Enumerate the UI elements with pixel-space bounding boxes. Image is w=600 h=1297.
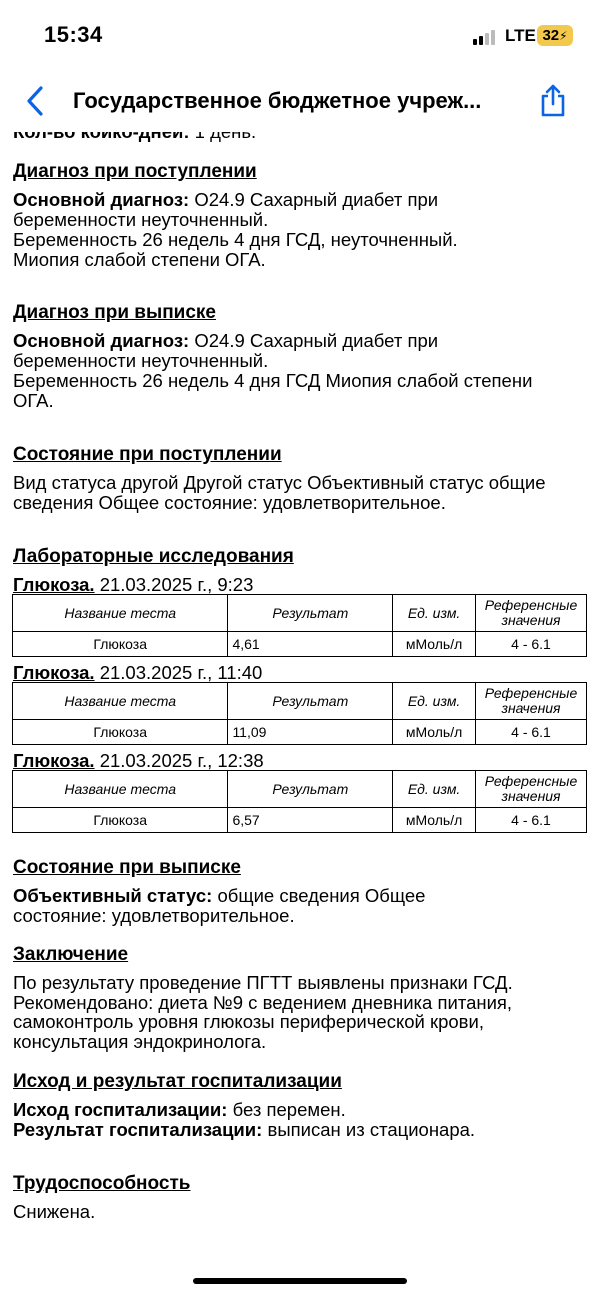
column-header-result: Результат bbox=[228, 595, 393, 632]
navigation-bar bbox=[0, 70, 600, 132]
work-capacity-value: Снижена. bbox=[13, 1201, 96, 1222]
cell-test-name: Глюкоза bbox=[13, 632, 228, 657]
column-header-test-name: Название теста bbox=[13, 771, 228, 808]
admission-state-text: Вид статуса другой Другой статус Объективный статус общие сведения Общее состояние: удовлетворительное. bbox=[13, 472, 546, 513]
cell-test-name: Глюкоза bbox=[13, 720, 228, 745]
objective-status-label: Объективный статус: bbox=[13, 885, 213, 906]
objective-status-value: общие сведения Общее состояние: удовлетворительное. bbox=[13, 885, 426, 926]
cut-off-text bbox=[13, 1242, 573, 1256]
share-icon[interactable] bbox=[538, 82, 568, 118]
table-header-row bbox=[13, 683, 587, 720]
section-title-work-capacity: Трудоспособность bbox=[13, 1173, 191, 1194]
section-title-discharge-diagnosis: Диагноз при выписке bbox=[13, 302, 216, 323]
page-title: Государственное бюджетное учреж... bbox=[73, 88, 482, 113]
result-line bbox=[13, 1120, 588, 1140]
battery-level: 32 bbox=[542, 27, 560, 44]
lab-results-table bbox=[12, 770, 587, 833]
network-type: LTE bbox=[505, 26, 536, 45]
cell-reference: 4 - 6.1 bbox=[476, 808, 587, 833]
table-header-row bbox=[13, 771, 587, 808]
lab-results-table bbox=[12, 594, 587, 657]
discharge-diagnosis-line2: Беременность 26 недель 4 дня ГСД Миопия слабой степени ОГА. bbox=[13, 370, 533, 411]
lab-test-heading bbox=[13, 574, 253, 596]
discharge-diagnosis-main bbox=[13, 331, 513, 370]
outcome-line bbox=[13, 1100, 588, 1120]
outcome-value: без перемен. bbox=[232, 1099, 346, 1120]
signal-icon bbox=[473, 29, 499, 45]
section-title-conclusion: Заключение bbox=[13, 944, 129, 965]
status-time: 15:34 bbox=[44, 22, 103, 47]
column-header-reference: Референсные значения bbox=[476, 683, 587, 720]
main-diagnosis-text: О24.9 Сахарный диабет при беременности неуточненный. bbox=[13, 189, 439, 230]
result-label: Результат госпитализации: bbox=[13, 1119, 263, 1140]
back-chevron-icon[interactable] bbox=[22, 84, 52, 118]
cell-result: 6,57 bbox=[228, 808, 393, 833]
lab-test-heading bbox=[13, 662, 262, 684]
cell-unit: мМоль/л bbox=[393, 720, 476, 745]
lab-test-label: Глюкоза. bbox=[13, 662, 95, 683]
admission-diagnosis-line2: Беременность 26 недель 4 дня ГСД, неуточненный. bbox=[13, 229, 458, 250]
table-header-row bbox=[13, 595, 587, 632]
admission-diagnosis-line3: Миопия слабой степени ОГА. bbox=[13, 249, 266, 270]
outcome-label: Исход госпитализации: bbox=[13, 1099, 228, 1120]
column-header-reference: Референсные значения bbox=[476, 771, 587, 808]
result-value: выписан из стационара. bbox=[267, 1119, 476, 1140]
main-diagnosis-label: Основной диагноз: bbox=[13, 330, 190, 351]
column-header-unit: Ед. изм. bbox=[393, 595, 476, 632]
home-indicator[interactable] bbox=[193, 1278, 407, 1284]
section-title-lab-tests: Лабораторные исследования bbox=[13, 546, 294, 567]
cell-unit: мМоль/л bbox=[393, 808, 476, 833]
section-title-admission-state: Состояние при поступлении bbox=[13, 444, 282, 465]
lab-test-heading bbox=[13, 750, 264, 772]
discharge-state-text bbox=[13, 886, 513, 925]
cell-result: 11,09 bbox=[228, 720, 393, 745]
lab-results-table bbox=[12, 682, 587, 745]
lab-test-datetime: 21.03.2025 г., 9:23 bbox=[99, 574, 254, 595]
cell-result: 4,61 bbox=[228, 632, 393, 657]
column-header-result: Результат bbox=[228, 771, 393, 808]
table-row bbox=[13, 808, 587, 833]
lab-test-label: Глюкоза. bbox=[13, 574, 95, 595]
status-bar bbox=[0, 0, 600, 70]
lab-test-label: Глюкоза. bbox=[13, 750, 95, 771]
main-diagnosis-text: О24.9 Сахарный диабет при беременности неуточненный. bbox=[13, 330, 439, 371]
section-title-outcome: Исход и результат госпитализации bbox=[13, 1071, 342, 1092]
cell-reference: 4 - 6.1 bbox=[476, 720, 587, 745]
table-row bbox=[13, 632, 587, 657]
column-header-result: Результат bbox=[228, 683, 393, 720]
lab-test-datetime: 21.03.2025 г., 12:38 bbox=[99, 750, 264, 771]
battery-icon: 32⚡ bbox=[537, 25, 573, 46]
column-header-test-name: Название теста bbox=[13, 595, 228, 632]
main-diagnosis-label: Основной диагноз: bbox=[13, 189, 190, 210]
section-title-admission-diagnosis: Диагноз при поступлении bbox=[13, 161, 257, 182]
cell-unit: мМоль/л bbox=[393, 632, 476, 657]
column-header-unit: Ед. изм. bbox=[393, 771, 476, 808]
column-header-reference: Референсные значения bbox=[476, 595, 587, 632]
admission-diagnosis-main bbox=[13, 190, 513, 229]
table-row bbox=[13, 720, 587, 745]
column-header-unit: Ед. изм. bbox=[393, 683, 476, 720]
section-title-discharge-state: Состояние при выписке bbox=[13, 857, 241, 878]
cell-test-name: Глюкоза bbox=[13, 808, 228, 833]
lab-test-datetime: 21.03.2025 г., 11:40 bbox=[99, 662, 263, 683]
conclusion-text: По результату проведение ПГТТ выявлены признаки ГСД. Рекомендовано: диета №9 с ведением дневника питания, самоконтроль уровня глюкозы периферической крови, консультация эндокринолога. bbox=[13, 972, 513, 1052]
cell-reference: 4 - 6.1 bbox=[476, 632, 587, 657]
column-header-test-name: Название теста bbox=[13, 683, 228, 720]
